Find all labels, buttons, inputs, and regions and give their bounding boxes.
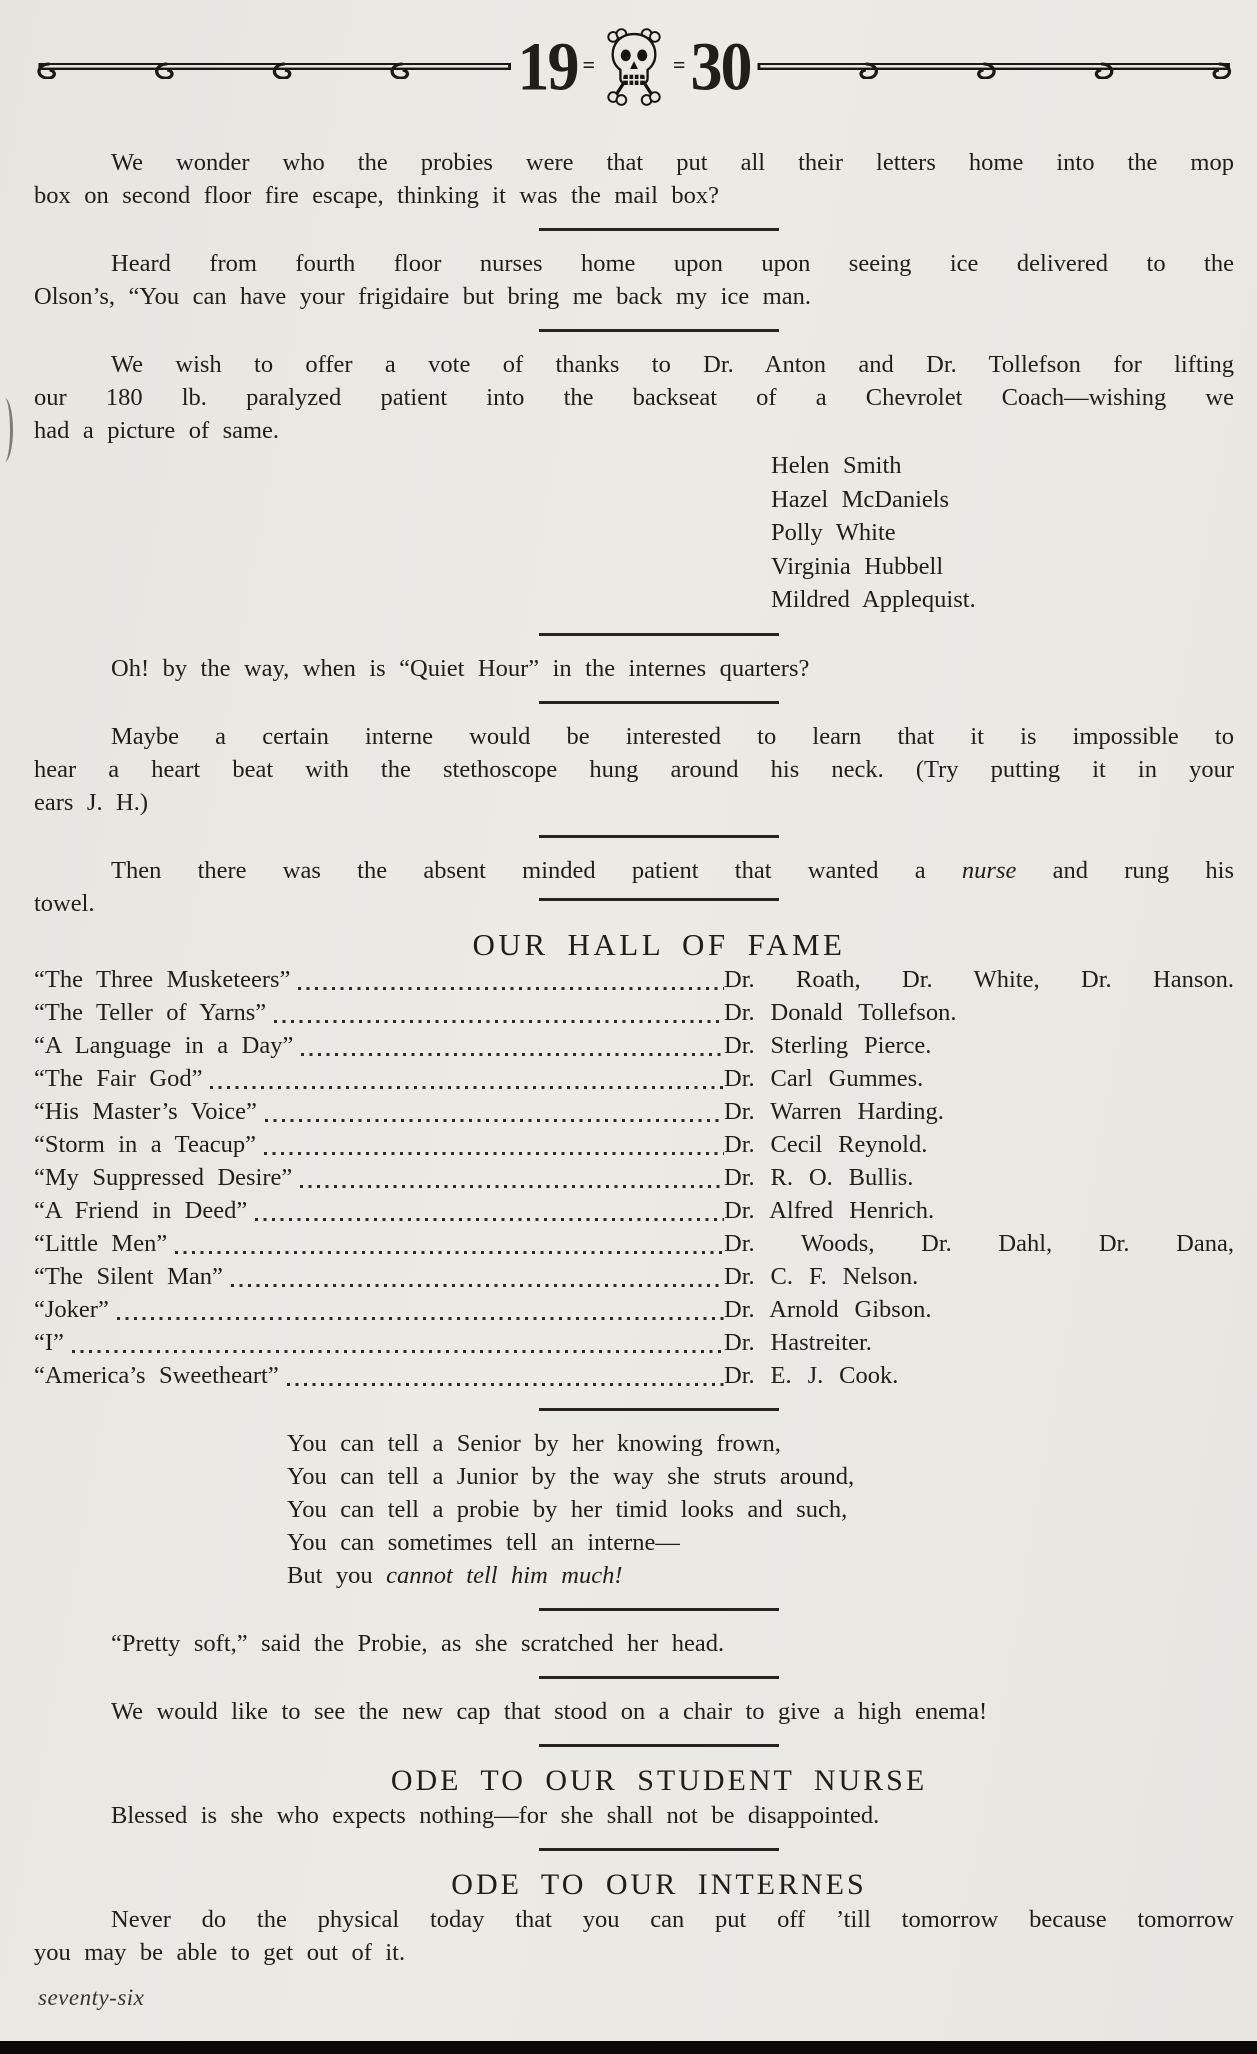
towel-last-line <box>34 887 1234 920</box>
fame-title: “A Language in a Day” <box>34 1031 294 1059</box>
paragraph-line: We wonder who the probies were that put all their letters home into the mop <box>111 149 1234 176</box>
hall-of-fame-row <box>34 1194 1234 1227</box>
dotted-leader <box>301 1053 724 1056</box>
ode-internes-title: ODE TO OUR INTERNES <box>451 1867 867 1901</box>
section-divider <box>539 633 779 636</box>
poem-line-italic: cannot tell him much! <box>386 1561 623 1589</box>
paragraph-line: Heard from fourth floor nurses home upon upon seeing ice delivered to the <box>111 250 1234 277</box>
dotted-leader <box>264 1152 724 1155</box>
fame-row-left <box>34 1260 724 1293</box>
hall-of-fame-row <box>34 1227 1234 1260</box>
joke-paragraph-iceman <box>34 247 1234 313</box>
fame-row-left <box>34 1029 724 1062</box>
year-right: 30 <box>690 28 751 105</box>
fame-row-left <box>34 1161 724 1194</box>
hall-of-fame-row <box>34 1062 1234 1095</box>
section-divider <box>539 228 779 231</box>
hall-of-fame-list <box>34 963 1234 1392</box>
paragraph-line: We wish to offer a vote of thanks to Dr. Anton and Dr. Tollefson for lifting <box>111 351 1234 378</box>
year-left: 19 <box>517 28 578 105</box>
fame-name: Dr. Hastreiter. <box>724 1328 872 1356</box>
hall-of-fame-row <box>34 996 1234 1029</box>
paragraph-line: had a picture of same. <box>34 417 280 444</box>
ode-student-nurse-title: ODE TO OUR STUDENT NURSE <box>390 1763 928 1797</box>
fame-name: Dr. Roath, Dr. White, Dr. Hanson. <box>724 965 1234 993</box>
ode-student-nurse-text: Blessed is she who expects nothing—for she shall not be disappointed. <box>111 1801 880 1829</box>
section-divider <box>539 1848 779 1851</box>
joke-paragraph-towel <box>34 854 1234 920</box>
fame-name: Dr. Arnold Gibson. <box>724 1295 932 1323</box>
signature-item: Virginia Hubbell <box>771 552 944 580</box>
section-divider <box>539 1608 779 1611</box>
header-banner <box>34 0 1234 110</box>
paragraph-line: box on second floor fire escape, thinking it was the mail box? <box>34 182 720 209</box>
fame-row-left <box>34 1326 724 1359</box>
towel-text-post: and rung his <box>1016 856 1234 884</box>
towel-word: towel. <box>34 889 95 917</box>
section-divider <box>539 329 779 332</box>
joke-paragraph-stethoscope <box>34 720 1234 819</box>
hall-of-fame-title: OUR HALL OF FAME <box>472 926 846 962</box>
hall-of-fame-row <box>34 1095 1234 1128</box>
signature-item: Hazel McDaniels <box>771 485 950 513</box>
poem-line <box>287 1460 1234 1493</box>
fame-title: “The Fair God” <box>34 1064 203 1092</box>
fame-title: “Little Men” <box>34 1229 168 1257</box>
section-divider <box>539 835 779 838</box>
poem-line-text: You can tell a Junior by the way she struts around, <box>287 1462 855 1490</box>
fame-row-left <box>34 1293 724 1326</box>
page-number: seventy-six <box>38 1984 145 2010</box>
fame-row-left <box>34 996 724 1029</box>
fame-title: “The Three Musketeers” <box>34 965 291 993</box>
fame-row-left <box>34 963 724 996</box>
poem-line <box>287 1427 1234 1460</box>
hall-of-fame-row <box>34 1326 1234 1359</box>
fame-name: Dr. Carl Gummes. <box>724 1064 924 1092</box>
hall-of-fame-row <box>34 1128 1234 1161</box>
ornament-rule-left <box>34 55 511 79</box>
hall-of-fame-row <box>34 1029 1234 1062</box>
hall-of-fame-row <box>34 1260 1234 1293</box>
dotted-leader <box>274 1020 724 1023</box>
poem-line-text: But you <box>287 1561 387 1589</box>
section-divider <box>539 1744 779 1747</box>
paragraph-line: our 180 lb. paralyzed patient into the backseat of a Chevrolet Coach—wishing we <box>34 384 1234 411</box>
dotted-leader <box>300 1185 724 1188</box>
dotted-leader <box>72 1350 724 1353</box>
joke-paragraph-pretty-soft: “Pretty soft,” said the Probie, as she scratched her head. <box>111 1629 725 1657</box>
scan-artifact <box>0 398 13 462</box>
paragraph-line: hear a heart beat with the stethoscope hung around his neck. (Try putting it in your <box>34 755 1234 783</box>
paragraph-line: Maybe a certain interne would be interested to learn that it is impossible to <box>111 722 1234 750</box>
dotted-leader <box>265 1119 724 1122</box>
fame-title: “A Friend in Deed” <box>34 1196 248 1224</box>
dotted-leader <box>298 987 724 990</box>
fame-name: Dr. Warren Harding. <box>724 1097 944 1125</box>
fame-row-left <box>34 1359 724 1392</box>
signature-list <box>771 449 1234 617</box>
hall-of-fame-row <box>34 963 1234 996</box>
dotted-leader <box>117 1317 724 1320</box>
ode-internes-text <box>34 1903 1234 1969</box>
dotted-leader <box>175 1251 724 1254</box>
fame-name: Dr. Woods, Dr. Dahl, Dr. Dana, <box>724 1229 1234 1257</box>
poem-line <box>287 1559 1234 1592</box>
fame-name: Dr. Alfred Henrich. <box>724 1196 935 1224</box>
paragraph-line: you may be able to get out of it. <box>34 1938 406 1966</box>
fame-row-left <box>34 1227 724 1260</box>
signature-item: Helen Smith <box>771 452 902 479</box>
equals-right: = <box>673 52 686 77</box>
dotted-leader <box>210 1086 724 1089</box>
section-divider <box>539 701 779 704</box>
ornament-rule-right <box>757 55 1234 79</box>
fame-name: Dr. Cecil Reynold. <box>724 1130 928 1158</box>
fame-row-left <box>34 1095 724 1128</box>
section-divider <box>539 898 779 901</box>
paragraph-line: Olson’s, “You can have your frigidaire but bring me back my ice man. <box>34 283 811 310</box>
fame-title: “Storm in a Teacup” <box>34 1130 256 1158</box>
poem <box>287 1427 1234 1592</box>
fame-title: “His Master’s Voice” <box>34 1097 257 1125</box>
fame-name: Dr. E. J. Cook. <box>724 1361 899 1389</box>
year-group <box>511 27 756 107</box>
section-divider <box>539 1408 779 1411</box>
joke-paragraph-new-cap: We would like to see the new cap that stood on a chair to give a high enema! <box>111 1697 988 1725</box>
fame-title: “The Silent Man” <box>34 1262 223 1290</box>
poem-line-text: You can sometimes tell an interne— <box>287 1528 680 1556</box>
fame-name: Dr. Donald Tollefson. <box>724 998 957 1026</box>
fame-title: “The Teller of Yarns” <box>34 998 267 1026</box>
equals-left: = <box>582 52 595 77</box>
poem-line-text: You can tell a Senior by her knowing frown, <box>287 1429 781 1457</box>
signature-item: Polly White <box>771 519 896 546</box>
paragraph-line: ears J. H.) <box>34 788 149 816</box>
poem-line <box>287 1493 1234 1526</box>
bottom-scan-bar <box>0 2041 1257 2054</box>
dotted-leader <box>287 1383 724 1386</box>
signature-item: Mildred Applequist. <box>771 586 976 613</box>
hall-of-fame-row <box>34 1359 1234 1392</box>
skull-crossbones-icon <box>602 27 666 107</box>
poem-line-text: You can tell a probie by her timid looks and such, <box>287 1495 848 1523</box>
fame-title: “America’s Sweetheart” <box>34 1361 279 1389</box>
fame-name: Dr. R. O. Bullis. <box>724 1163 914 1191</box>
joke-paragraph-mopbox <box>34 146 1234 212</box>
fame-name: Dr. Sterling Pierce. <box>724 1031 932 1059</box>
dotted-leader <box>255 1218 724 1221</box>
joke-paragraph-chevrolet <box>34 348 1234 447</box>
fame-row-left <box>34 1062 724 1095</box>
fame-title: “Joker” <box>34 1295 109 1323</box>
fame-title: “My Suppressed Desire” <box>34 1163 293 1191</box>
towel-text-pre: Then there was the absent minded patient that wanted a <box>111 856 962 884</box>
hall-of-fame-row <box>34 1161 1234 1194</box>
fame-row-left <box>34 1128 724 1161</box>
section-divider <box>539 1676 779 1679</box>
joke-paragraph-quiet-hour: Oh! by the way, when is “Quiet Hour” in the internes quarters? <box>111 654 810 682</box>
paragraph-line <box>34 854 1234 887</box>
paragraph-line: Never do the physical today that you can put off ’till tomorrow because tomorrow <box>111 1905 1234 1933</box>
fame-title: “I” <box>34 1328 64 1356</box>
poem-line <box>287 1526 1234 1559</box>
towel-text-italic: nurse <box>961 856 1017 884</box>
fame-row-left <box>34 1194 724 1227</box>
hall-of-fame-row <box>34 1293 1234 1326</box>
dotted-leader <box>231 1284 724 1287</box>
fame-name: Dr. C. F. Nelson. <box>724 1262 919 1290</box>
